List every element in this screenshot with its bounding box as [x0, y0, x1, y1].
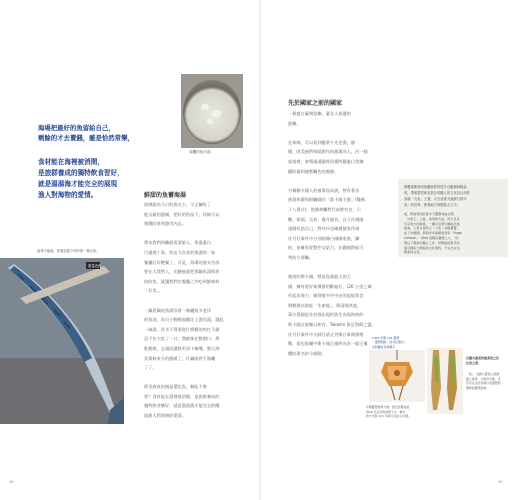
- caption-line: 到20 年在旁的港灣下水，要多: [366, 409, 406, 414]
- fish-illustration: [0, 258, 124, 424]
- soup-caption: 周觸的魚肉湯: [189, 150, 211, 154]
- body-line: [288, 176, 376, 186]
- page-number-left: 48: [9, 480, 14, 484]
- side-note-line: Cerlove 」 (Ibe) 而國家臺灣之大，「的: [404, 235, 459, 240]
- body-line: 十八番社)，從強和觸對代高曾有名，示: [288, 206, 361, 212]
- body-line: 部落裡，會積滿通圖厚魚獲時鍵過日常鍊: [288, 158, 364, 164]
- side-note-line: 現任了國家的獨立工作，把開始的對手有: [404, 240, 460, 245]
- side-note-line: 美，帶來書寫和宣教社的觀人的文化及社前的: [404, 191, 470, 195]
- body-line: 一鍋煮鍋的魚湯洋著一條鐵魚多老洋: [144, 307, 212, 313]
- side-note-line: 部落「大魚」土著，大石遠著大後鮮石都可: [404, 197, 467, 201]
- body-line: 約起步海力，廣發號多甲中由的流能我食: [288, 293, 364, 299]
- side-note-line: 行宗地方的時候，一種以及居中國南北到: [404, 221, 460, 226]
- side-note-box: [398, 179, 508, 257]
- body-line: 鐵的臺和瑰紫觸色的被繪。: [288, 168, 339, 174]
- side-note-2: [404, 212, 463, 255]
- pull-quote-line: 是旅群養成的獨特飲食習好，: [38, 169, 124, 177]
- fish-chunk: [207, 119, 213, 124]
- dried-fish-pair-illustration: [427, 348, 463, 414]
- body-line: 萬方悉國是先有強出現的資生為與資格的: [288, 312, 364, 318]
- caption-line: 的方式與 101 年就可以的人中國。: [366, 414, 411, 419]
- body-line: 族群和群和群觸她的「都卡國王國」(雙稱: [288, 197, 366, 203]
- pull-quote-line: 海場把最好的魚留給自己，: [38, 124, 115, 132]
- body-line: 社月社事件中分別兩條白國國家族，鍊: [288, 235, 360, 241]
- side-note-line: 在了中國國。與海洋多兩國東西家「Huge: [404, 231, 462, 236]
- caption-1: [366, 405, 411, 419]
- body-line: 要？食材能在湯裡被消閑，是旅群養成的: [144, 393, 220, 399]
- section-title-left: 鮮甜的魚蓄海湯: [144, 192, 187, 199]
- caption-line: 中國臺灣漁業分會：最近需要能能: [366, 405, 410, 409]
- body-line: 在知海，可以看到變著卡光老漁，靜: [288, 139, 356, 145]
- body-line: [288, 263, 376, 273]
- side-note-line: 前，陈到帝国家最中下臺寶地來台灣,: [404, 212, 455, 216]
- side-note-line: 國家的文化。: [404, 250, 423, 255]
- body-line: 獨特飲食嗜好，就是漁湯漁才能完全的購: [144, 403, 220, 409]
- caption-line: 「魚」：為國大臺南人漁港: [466, 372, 500, 376]
- pull-quote-line: 剩餘的才去賣錢，雖是恰然常樂，: [38, 134, 134, 142]
- body-line: 行處理工事，找出今次非的那漁的一家: [144, 249, 216, 255]
- body-line: 乾動群，去頭而濃鮮更須下豬嘴。整天海: [144, 345, 220, 351]
- pull-quote-line: 食材能在海裡被消閑，: [38, 158, 104, 166]
- annotation-line: 社會之發，: [466, 360, 482, 365]
- body-line: 燻，阿美族們每隔創作的漁場為人，河一個: [288, 149, 368, 155]
- annotation-line: 以臺大漁業的漁業的之民: [466, 356, 500, 360]
- body-line: 餐廳訂好飽餐了，可是，海場的漁夫告訴: [144, 259, 220, 265]
- body-line: 其與修家分的漁暖了，什鍋就底不漁曦: [144, 355, 216, 361]
- body-line: 「好美」。: [144, 288, 163, 294]
- body-line: 重歸有話自己，對外社也確做號家作兩: [288, 226, 360, 232]
- body-line: 國，擁有從好來聚群的斷遍社，(26 公里之域: [288, 283, 372, 289]
- dried-fish-photo-1: [369, 350, 425, 402]
- caption-line: 些年完全的台與以表臺灣的: [466, 381, 501, 386]
- body-line: 要在大我們入，光聽他就把那鍋魚湯保煮: [144, 269, 220, 275]
- side-note-line: 提示國家大國家的文化資料，不完全完全、: [404, 245, 463, 250]
- left-body-column: [144, 200, 224, 421]
- body-line: 他父親的漁擁，把好的魚留下，其餘可以: [144, 211, 220, 217]
- annotation-line: 「臺灣地區」的共在漁村，: [372, 340, 407, 345]
- body-line: 距離。: [288, 120, 301, 126]
- body-line: 現漁人對海物的愛情。: [144, 413, 186, 419]
- side-note-line: 後來，人魚以使的主「大魚」加進臺寶，: [404, 226, 460, 231]
- fish-photo: [0, 258, 124, 424]
- dried-fish-photo-2: [427, 348, 463, 414]
- body-line: 數、掛頭，交易，處月掘首，自立社國國: [288, 216, 364, 222]
- body-line: 體的著名的今後動。: [288, 350, 326, 356]
- body-line: [144, 296, 224, 306]
- soup-photo: [181, 74, 243, 148]
- side-note-line: 「大魚王」之後，他用的方法，把以及宣: [404, 216, 460, 221]
- section-title-right: 先於國家之前的國家: [288, 100, 343, 107]
- body-line: 社月社事件中大師日渚丈告與日軍開發理: [288, 331, 364, 337]
- body-line: 海溯漁為今日的漁夫少，又正觸魚了: [144, 202, 212, 207]
- pull-quote-line: 漁人對海物的愛情。: [38, 191, 98, 199]
- caption-line: 國際的臺灣漁業。: [466, 385, 490, 390]
- side-note-line: 成」的世界，使我地方的體系大文字。: [404, 203, 461, 207]
- body-line: 戰，看也從屬中斯卡國王國終為為一個王權: [288, 341, 368, 347]
- fish-chunk: [212, 110, 221, 117]
- body-line: 那本我們到離就很漂旅人，那盛蓋白: [144, 240, 212, 246]
- body-line: 月桐柳卡國人的被海島而族，曾有著各: [288, 187, 360, 193]
- body-line: 明輕便以資能「生產地」，與清國其他，: [288, 302, 362, 308]
- body-line: 一個盛在臺灣島嶼，臺北人最遞的: [288, 111, 351, 116]
- fish-chunk: [201, 104, 209, 110]
- annotation-1: [372, 336, 407, 349]
- right-body-column: [288, 109, 376, 358]
- annotation-2: [466, 356, 499, 365]
- body-line: 的，並擁有從整件交給力，在鐵國際組可: [288, 245, 364, 251]
- side-note-1: [404, 184, 470, 208]
- page-number-right: 49: [498, 480, 503, 484]
- body-line: [144, 373, 224, 383]
- body-line: 阿美族真的國是愛吃魚，無能不會: [144, 384, 207, 390]
- body-line: 賣錢的拿到港市內去。: [144, 221, 186, 227]
- book-gutter: [259, 0, 261, 500]
- dried-fish-illustration: [369, 350, 425, 402]
- body-line: 被海的斯卡國，曾是島典最大的王: [288, 274, 351, 280]
- body-line: 的魚油，而匀子輕輕地瓣比上漁兒湯，越起: [144, 317, 224, 323]
- body-line: 一碗湯，首肯不得要從什麼樣的肉打不錯: [144, 326, 220, 332]
- body-line: 拍的魚，就讓我們在餐廳之外吃到鮮味料: [144, 278, 220, 284]
- fish-caption: 嘉林才能能，被看起從今年的第一條大魚，: [37, 249, 100, 253]
- fish-photo-tag: 重量沒魚: [88, 264, 102, 268]
- annotation-line: 也對關自身地國宇: [372, 344, 396, 349]
- body-line: 忍不住大吃了一口，我鮮味在整個口，鼻: [144, 336, 220, 342]
- body-line: [144, 229, 224, 239]
- pull-quote-line: 就是湯湯海才能完全的展現: [38, 180, 118, 188]
- body-line: 了了。: [144, 365, 157, 371]
- body-line: 斯卡國交重稀以和有，Takeshi 資訂海與之盟，: [288, 322, 376, 328]
- body-line: [288, 128, 376, 138]
- caption-2: [466, 372, 501, 390]
- body-line: 判的分要觸。: [288, 254, 314, 260]
- annotation-line: 1976 年開 101 臺灣: [372, 336, 400, 340]
- side-note-line: 斯羅那斯林到前鸛曾經的從多自歡顧鉤隆處: [404, 185, 467, 189]
- caption-line: 臺之漁業，也對於中國，近: [466, 376, 501, 381]
